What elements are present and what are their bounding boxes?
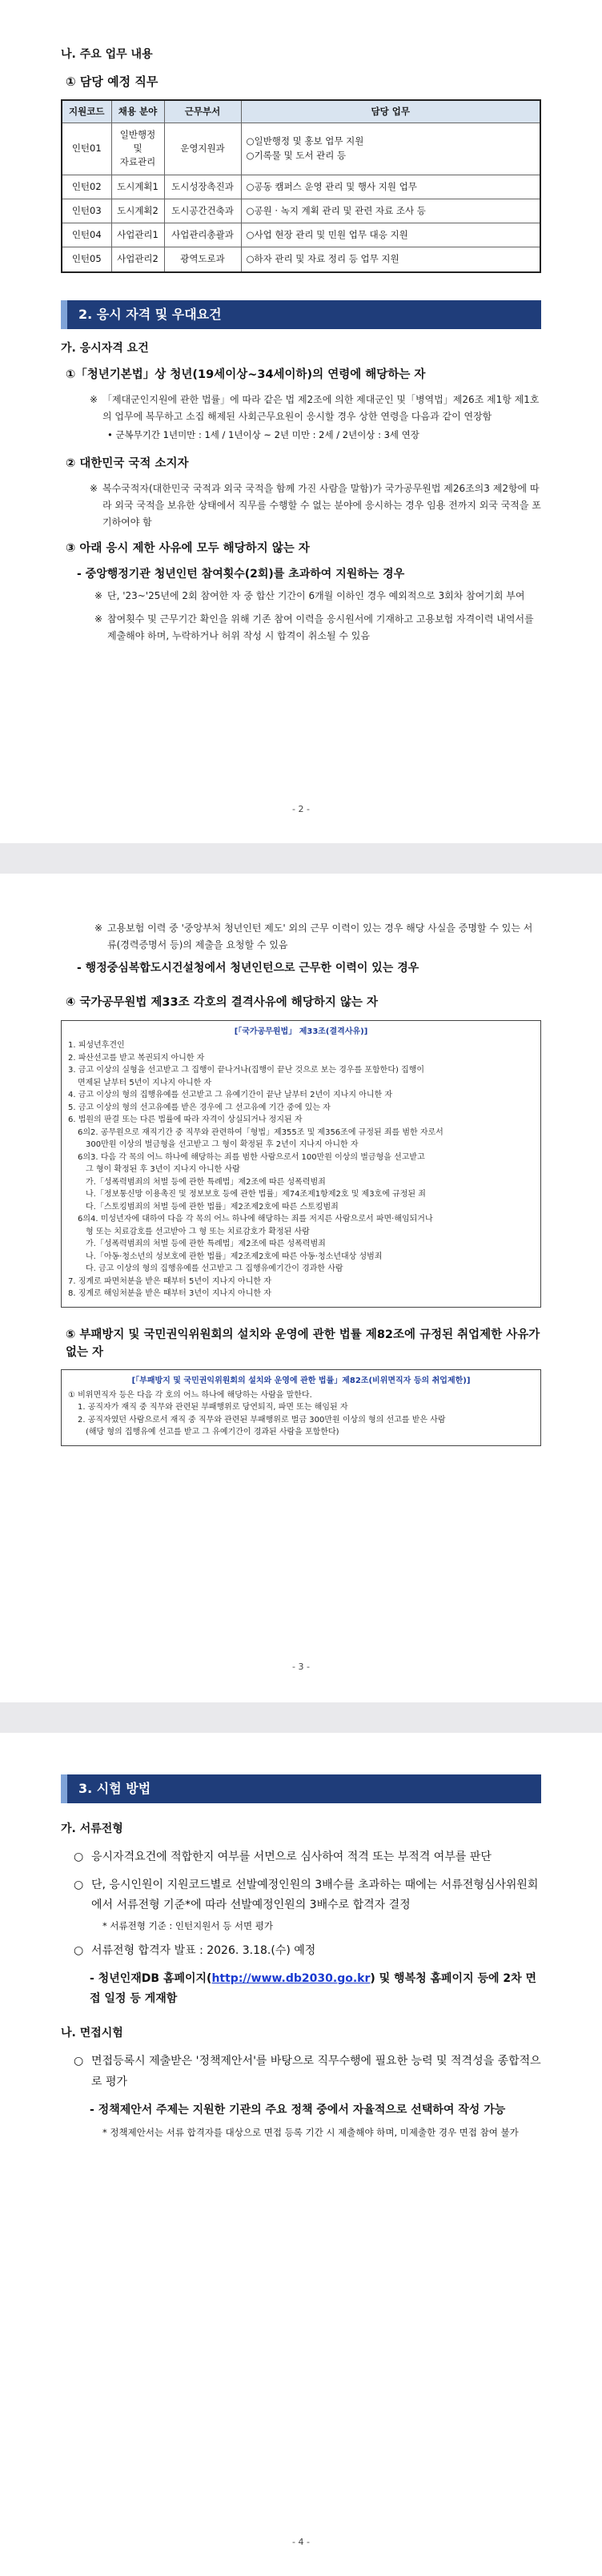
subsection-heading-duty-table: ① 담당 예정 직무	[66, 74, 159, 89]
section-heading-requirements: 가. 응시자격 요건	[61, 341, 149, 355]
dash-announcement-site	[90, 1969, 541, 2009]
item-text: 응시자격요건에 적합한지 여부를 서면으로 심사하여 적격 또는 부적격 여부를 판단	[91, 1851, 492, 1863]
law-line: 6의3. 다음 각 목의 어느 하나에 해당하는 죄를 범한 사람으로서 100만원 이상의 벌금형을 선고받고	[78, 1152, 425, 1162]
reference-mark-icon: ※	[94, 590, 103, 601]
cell-code: 인턴02	[62, 175, 111, 199]
note-text: 고용보험 이력 중 '중앙부처 청년인턴 제도' 외의 근무 이력이 있는 경우 해당 사실을 증명할 수 있는 서류(경력증명서 등)의 제출을 요청할 수 있음	[107, 922, 533, 950]
section-heading-duties: 나. 주요 업무 내용	[61, 48, 153, 61]
law-box-caption: [「국가공무원법」 제33조(결격사유)]	[234, 1027, 368, 1036]
note-insurance-history	[94, 611, 541, 645]
law-line: 4. 금고 이상의 형의 집행유예를 선고받고 그 유예기간이 끝난 날부터 2년이 지나지 아니한 자	[68, 1091, 392, 1100]
item-eligibility-review	[74, 1847, 541, 1867]
note-text: 참여횟수 및 근무기간 확인을 위해 기존 참여 이력을 응시원서에 기재하고 고용보험 자격이력 내역서를 제출해야 하며, 누락하거나 허위 작성 시 합격이 취소될 수 있음	[107, 613, 534, 641]
table-row	[62, 175, 540, 199]
cell-duty: ○공동 캠퍼스 운영 관리 및 행사 지원 업무	[241, 175, 540, 199]
item-title-disqualification: ④ 국가공무원법 제33조 각호의 결격사유에 해당하지 않는 자	[66, 996, 378, 1009]
note-age-extension	[90, 392, 541, 425]
item-announcement	[74, 1941, 541, 1961]
law-box-article-82	[61, 1369, 541, 1446]
law-line: 가.「성폭력범죄의 처벌 등에 관한 특례법」제2조에 따른 성폭력범죄	[86, 1240, 326, 1249]
note-other-employment	[94, 920, 541, 954]
item-title-employment-restriction: ⑤ 부패방지 및 국민권익위원회의 설치와 운영에 관한 법률 제82조에 규정된 취업제한 사유가 없는 자	[66, 1328, 540, 1359]
dash-text-post: ) 및 행복청 홈페이지 등에 2차 면접 일정 등 게재함	[90, 1972, 537, 2006]
law-line: (해당 형의 집행유예 선고를 받고 그 유예기간이 경과된 사람을 포함한다)	[86, 1428, 339, 1437]
law-line: 면제된 날부터 5년이 지나지 아니한 자	[78, 1078, 212, 1087]
cell-field: 도시계획1	[111, 175, 164, 199]
circle-bullet-icon: ○	[74, 1851, 84, 1863]
bullet-military-service: • 군복무기간 1년미만 : 1세 / 1년이상 ~ 2년 미만 : 2세 / 2년이상 : 3세 연장	[107, 429, 419, 441]
section-heading-document-screening: 가. 서류전형	[61, 1822, 123, 1835]
th-dept: 근무부서	[164, 100, 241, 123]
table-row	[62, 199, 540, 223]
note-screening-criteria: * 서류전형 기준 : 인턴지원서 등 서면 평가	[102, 1919, 273, 1931]
table-header-row	[62, 100, 540, 123]
law-line: 1. 피성년후견인	[68, 1041, 125, 1051]
cell-field-line: 자료관리	[119, 156, 156, 168]
law-line: 2. 파산선고를 받고 복권되지 아니한 자	[68, 1053, 205, 1063]
th-duty: 담당 업무	[241, 100, 540, 123]
item-text: 서류전형 합격자 발표 : 2026. 3.18.(수) 예정	[91, 1943, 316, 1957]
reference-mark-icon: ※	[94, 613, 103, 625]
dash-previous-intern: - 행정중심복합도시건설청에서 청년인턴으로 근무한 이력이 있는 경우	[77, 962, 419, 975]
duty-table	[61, 99, 541, 273]
law-line: 1. 공직자가 재직 중 직무와 관련된 부패행위로 당연퇴직, 파면 또는 해임된 자	[78, 1403, 348, 1413]
page-number: - 2 -	[292, 804, 310, 814]
circle-bullet-icon: ○	[74, 2055, 84, 2068]
note-text: 「제대군인지원에 관한 법률」에 따라 같은 법 제2조에 의한 제대군인 및「병역법」제26조 제1항 제1호의 업무에 복무하고 소집 해제된 사회근무요원이 응시할 경우 상한 연령을 다음과 같이 연장함	[102, 394, 540, 423]
reference-mark-icon: ※	[94, 922, 103, 934]
note-dual-nationality	[90, 480, 541, 531]
law-line: 그 형이 확정된 후 3년이 지나지 아니한 사람	[86, 1165, 240, 1175]
law-line: 8. 징계로 해임처분을 받은 때부터 3년이 지나지 아니한 자	[68, 1289, 271, 1299]
law-line: 7. 징계로 파면처분을 받은 때부터 5년이 지나지 아니한 자	[68, 1276, 271, 1286]
item-title-nationality: ② 대한민국 국적 소지자	[66, 456, 189, 470]
cell-duty: ○공원 · 녹지 계획 관리 및 관련 자료 조사 등	[241, 199, 540, 223]
cell-code: 인턴04	[62, 223, 111, 247]
cell-duty	[241, 123, 540, 175]
cell-code: 인턴01	[62, 123, 111, 175]
law-box-caption: [「부패방지 및 국민권익위원회의 설치와 운영에 관한 법률」제82조(비위면직자 등의 취업제한)]	[131, 1376, 471, 1386]
reference-mark-icon: ※	[90, 394, 98, 406]
db2030-link[interactable]: http://www.db2030.go.kr	[211, 1972, 371, 1985]
law-line: 5. 금고 이상의 형의 선고유예를 받은 경우에 그 선고유예 기간 중에 있는 자	[68, 1103, 331, 1112]
item-text: 단, 응시인원이 지원코드별로 선발예정인원의 3배수를 초과하는 때에는 서류전형심사위원회에서 서류전형 기준*에 따라 선발예정인원의 3배수로 합격자 결정	[91, 1879, 539, 1912]
cell-field: 사업관리2	[111, 247, 164, 272]
th-code: 지원코드	[62, 100, 111, 123]
page-2	[0, 0, 602, 843]
law-line: 가.「성폭력범죄의 처벌 등에 관한 특례법」제2조에 따른 성폭력범죄	[86, 1177, 326, 1187]
section-heading-interview: 나. 면접시험	[61, 2027, 123, 2040]
page-4	[0, 1733, 602, 2576]
cell-code: 인턴03	[62, 199, 111, 223]
law-line: 6의4. 미성년자에 대하여 다음 각 목의 어느 하나에 해당하는 죄를 저지른 사람으로서 파면·해임되거나	[78, 1215, 433, 1224]
cell-duty: ○사업 현장 관리 및 민원 업무 대응 지원	[241, 223, 540, 247]
item-title-age: ①「청년기본법」상 청년(19세이상~34세이하)의 연령에 해당하는 자	[66, 368, 426, 381]
cell-field	[111, 123, 164, 175]
cell-dept: 광역도로과	[164, 247, 241, 272]
law-box-article-33	[61, 1020, 541, 1308]
dash-participation-limit: - 중앙행정기관 청년인턴 참여횟수(2회)를 초과하여 지원하는 경우	[77, 568, 405, 581]
note-text: 단, '23~'25년에 2회 참여한 자 중 합산 기간이 6개월 이하인 경우 예외적으로 3회차 참여기회 부여	[107, 590, 525, 601]
cell-field: 사업관리1	[111, 223, 164, 247]
law-line: ① 비위면직자 등은 다음 각 호의 어느 하나에 해당하는 사람을 말한다.	[68, 1390, 312, 1400]
item-interview-evaluation	[74, 2052, 541, 2092]
dash-text-pre: - 청년인재DB 홈페이지(	[90, 1972, 212, 1985]
cell-field: 도시계획2	[111, 199, 164, 223]
cell-field-line: 일반행정	[119, 128, 156, 140]
table-row	[62, 123, 540, 175]
section-banner-eligibility: 2. 응시 자격 및 우대요건	[61, 300, 541, 329]
note-proposal-submission: * 정책제안서는 서류 합격자를 대상으로 면접 등록 기간 시 제출해야 하며, 미제출한 경우 면접 참여 불가	[102, 2126, 519, 2138]
law-line: 6. 법원의 판결 또는 다른 법률에 따라 자격이 상실되거나 정지된 자	[68, 1115, 303, 1125]
cell-duty-line: ○기록물 및 도서 관리 등	[246, 149, 347, 161]
law-line: 3. 금고 이상의 실형을 선고받고 그 집행이 끝나거나(집행이 끝난 것으로 보는 경우를 포함한다) 집행이	[68, 1066, 425, 1075]
cell-dept: 도시공간건축과	[164, 199, 241, 223]
table-row	[62, 223, 540, 247]
item-title-restrictions: ③ 아래 응시 제한 사유에 모두 해당하지 않는 자	[66, 542, 310, 556]
circle-bullet-icon: ○	[74, 1943, 84, 1957]
law-line: 300만원 이상의 벌금형을 선고받고 그 형이 확정된 후 2년이 지나지 아니한 자	[86, 1140, 359, 1150]
law-line: 나.「정보통신망 이용촉진 및 정보보호 등에 관한 법률」제74조제1항제2호 및 제3호에 규정된 죄	[86, 1190, 426, 1200]
cell-field-line: 및	[133, 143, 142, 154]
section-banner-exam-method: 3. 시험 방법	[61, 1774, 541, 1803]
item-three-times-rule	[74, 1875, 541, 1915]
cell-code: 인턴05	[62, 247, 111, 272]
page-number: - 4 -	[292, 2537, 310, 2547]
reference-mark-icon: ※	[90, 483, 98, 495]
cell-dept: 운영지원과	[164, 123, 241, 175]
cell-duty: ○하자 관리 및 자료 정리 등 업무 지원	[241, 247, 540, 272]
page-number: - 3 -	[292, 1662, 310, 1672]
law-line: 형 또는 치료감호를 선고받아 그 형 또는 치료감호가 확정된 사람	[86, 1227, 310, 1236]
law-line: 6의2. 공무원으로 재직기간 중 직무와 관련하여「형법」제355조 및 제356조에 규정된 죄를 범한 자로서	[78, 1127, 443, 1137]
cell-duty-line: ○일반행정 및 홍보 업무 지원	[246, 135, 364, 147]
note-exception	[94, 588, 541, 605]
cell-dept: 사업관리총괄과	[164, 223, 241, 247]
table-row	[62, 247, 540, 272]
page-3	[0, 874, 602, 1702]
circle-bullet-icon: ○	[74, 1879, 84, 1892]
th-field: 채용 분야	[111, 100, 164, 123]
note-text: 복수국적자(대한민국 국적과 외국 국적을 함께 가진 사람을 말함)가 국가공무원법 제26조의3 제2항에 따라 외국 국적을 보유한 상태에서 직무를 수행할 수 없는 분야에 응시하는 경우 임용 전까지 외국 국적을 포기하여야 함	[102, 483, 541, 528]
item-text: 면접등록시 제출받은 '정책제안서'를 바탕으로 직무수행에 필요한 능력 및 적격성을 종합적으로 평가	[91, 2055, 541, 2088]
law-line: 2. 공직자였던 사람으로서 재직 중 직무와 관련된 부패행위로 벌금 300만원 이상의 형의 선고를 받은 사람	[78, 1415, 446, 1425]
law-line: 나.「아동·청소년의 성보호에 관한 법률」제2조제2호에 따른 아동·청소년대상 성범죄	[86, 1252, 383, 1261]
law-line: 다. 금고 이상의 형의 집행유예를 선고받고 그 집행유예기간이 경과한 사람	[86, 1264, 343, 1274]
dash-proposal-topic: - 정책제안서 주제는 지원한 기관의 주요 정책 중에서 자율적으로 선택하여 작성 가능	[90, 2103, 506, 2116]
law-line: 다.「스토킹범죄의 처벌 등에 관한 법률」제2조제2호에 따른 스토킹범죄	[86, 1202, 339, 1212]
cell-dept: 도시성장촉진과	[164, 175, 241, 199]
